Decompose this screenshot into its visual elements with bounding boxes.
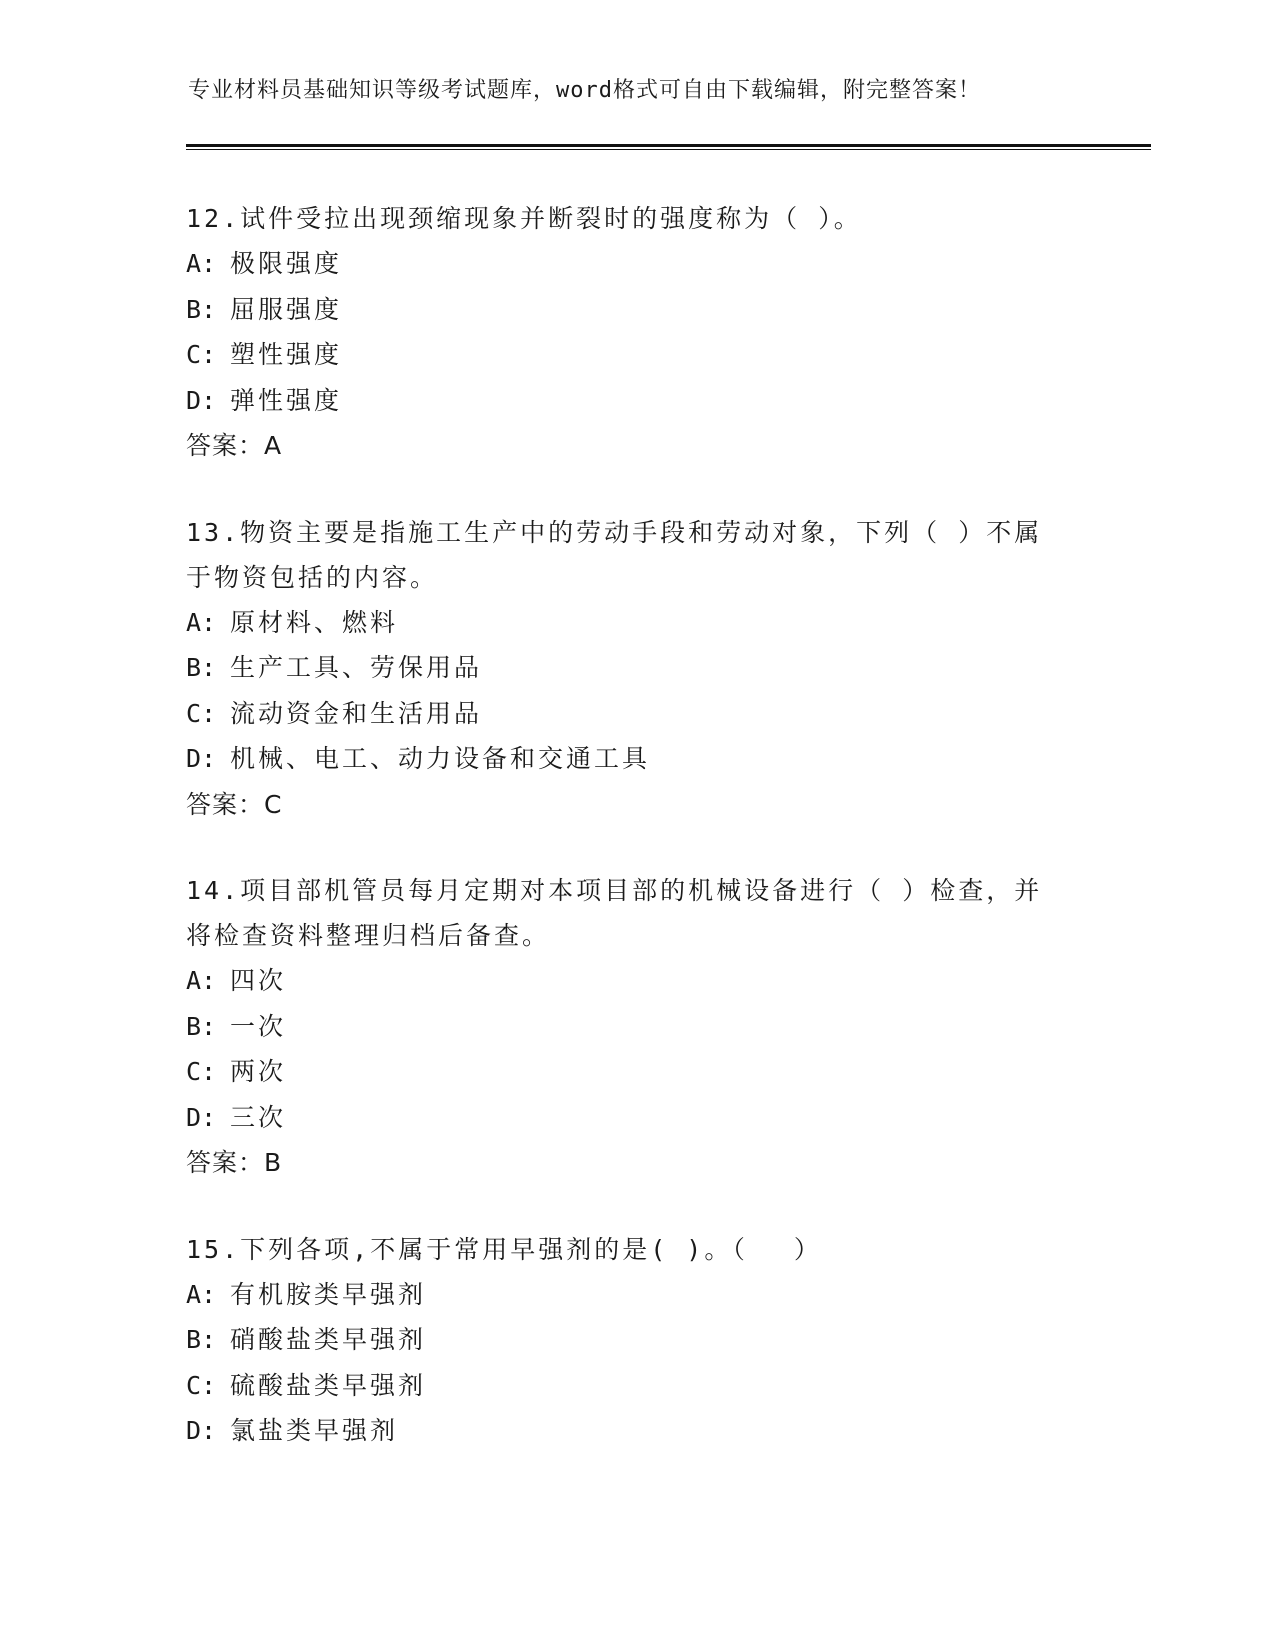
question-text: 12.试件受拉出现颈缩现象并断裂时的强度称为（ ）。 — [186, 204, 862, 233]
option-a — [186, 600, 1066, 646]
option-b — [186, 1317, 1066, 1363]
option-d — [186, 1408, 1066, 1454]
question-text: 13.物资主要是指施工生产中的劳动手段和劳动对象，下列（ ）不属于物资包括的内容。 — [186, 517, 1043, 592]
option-key: B: — [186, 1011, 217, 1041]
question-13 — [186, 510, 1066, 828]
option-b — [186, 1004, 1066, 1050]
answer: 答案：A — [186, 431, 283, 460]
option-text: 三次 — [230, 1102, 287, 1132]
option-text: 有机胺类早强剂 — [230, 1279, 427, 1309]
option-c — [186, 1049, 1066, 1095]
option-text: 氯盐类早强剂 — [230, 1416, 399, 1445]
option-text: 极限强度 — [230, 249, 343, 278]
option-key: D: — [186, 744, 217, 773]
header-rule-thick — [186, 144, 1151, 147]
option-d — [186, 1095, 1066, 1141]
option-key: B: — [186, 653, 217, 682]
option-key: C: — [186, 1057, 217, 1086]
option-text: 机械、电工、动力设备和交通工具 — [230, 744, 651, 773]
question-text: 14.项目部机管员每月定期对本项目部的机械设备进行（ ）检查，并将检查资料整理归档后备查。 — [186, 876, 1043, 950]
option-text: 一次 — [230, 1011, 287, 1041]
answer: 答案：B — [186, 1148, 283, 1177]
option-key: A: — [186, 966, 217, 995]
option-text: 塑性强度 — [230, 340, 343, 369]
option-text: 原材料、燃料 — [230, 607, 399, 637]
page-header: 专业材料员基础知识等级考试题库，word格式可自由下载编辑，附完整答案！ — [188, 78, 981, 103]
option-a — [186, 958, 1066, 1004]
answer: 答案：C — [186, 789, 283, 819]
option-c — [186, 1363, 1066, 1409]
question-15 — [186, 1227, 1066, 1454]
option-key: C: — [186, 1370, 217, 1400]
question-14 — [186, 868, 1066, 1186]
option-key: D: — [186, 385, 217, 415]
option-key: A: — [186, 249, 217, 278]
option-text: 生产工具、劳保用品 — [230, 653, 483, 682]
option-key: B: — [186, 1325, 217, 1354]
option-d — [186, 378, 1066, 424]
question-12 — [186, 196, 1066, 469]
option-key: A: — [186, 607, 217, 637]
option-key: C: — [186, 340, 217, 369]
option-c — [186, 691, 1066, 737]
option-a — [186, 241, 1066, 287]
option-b — [186, 287, 1066, 333]
option-text: 硫酸盐类早强剂 — [230, 1370, 427, 1400]
option-c — [186, 332, 1066, 378]
option-key: B: — [186, 294, 217, 324]
option-b — [186, 645, 1066, 691]
option-a — [186, 1272, 1066, 1318]
option-text: 弹性强度 — [230, 385, 343, 415]
option-text: 两次 — [230, 1057, 287, 1086]
option-text: 流动资金和生活用品 — [230, 698, 483, 728]
option-d — [186, 736, 1066, 782]
option-key: D: — [186, 1102, 217, 1132]
option-text: 屈服强度 — [230, 294, 343, 324]
option-text: 四次 — [230, 966, 287, 995]
question-list — [186, 196, 1066, 1495]
header-rule-thin — [186, 149, 1151, 150]
option-key: D: — [186, 1416, 217, 1445]
option-key: A: — [186, 1279, 217, 1309]
option-key: C: — [186, 698, 217, 728]
question-text: 15.下列各项,不属于常用早强剂的是( )。（ ） — [186, 1234, 822, 1264]
option-text: 硝酸盐类早强剂 — [230, 1325, 427, 1354]
